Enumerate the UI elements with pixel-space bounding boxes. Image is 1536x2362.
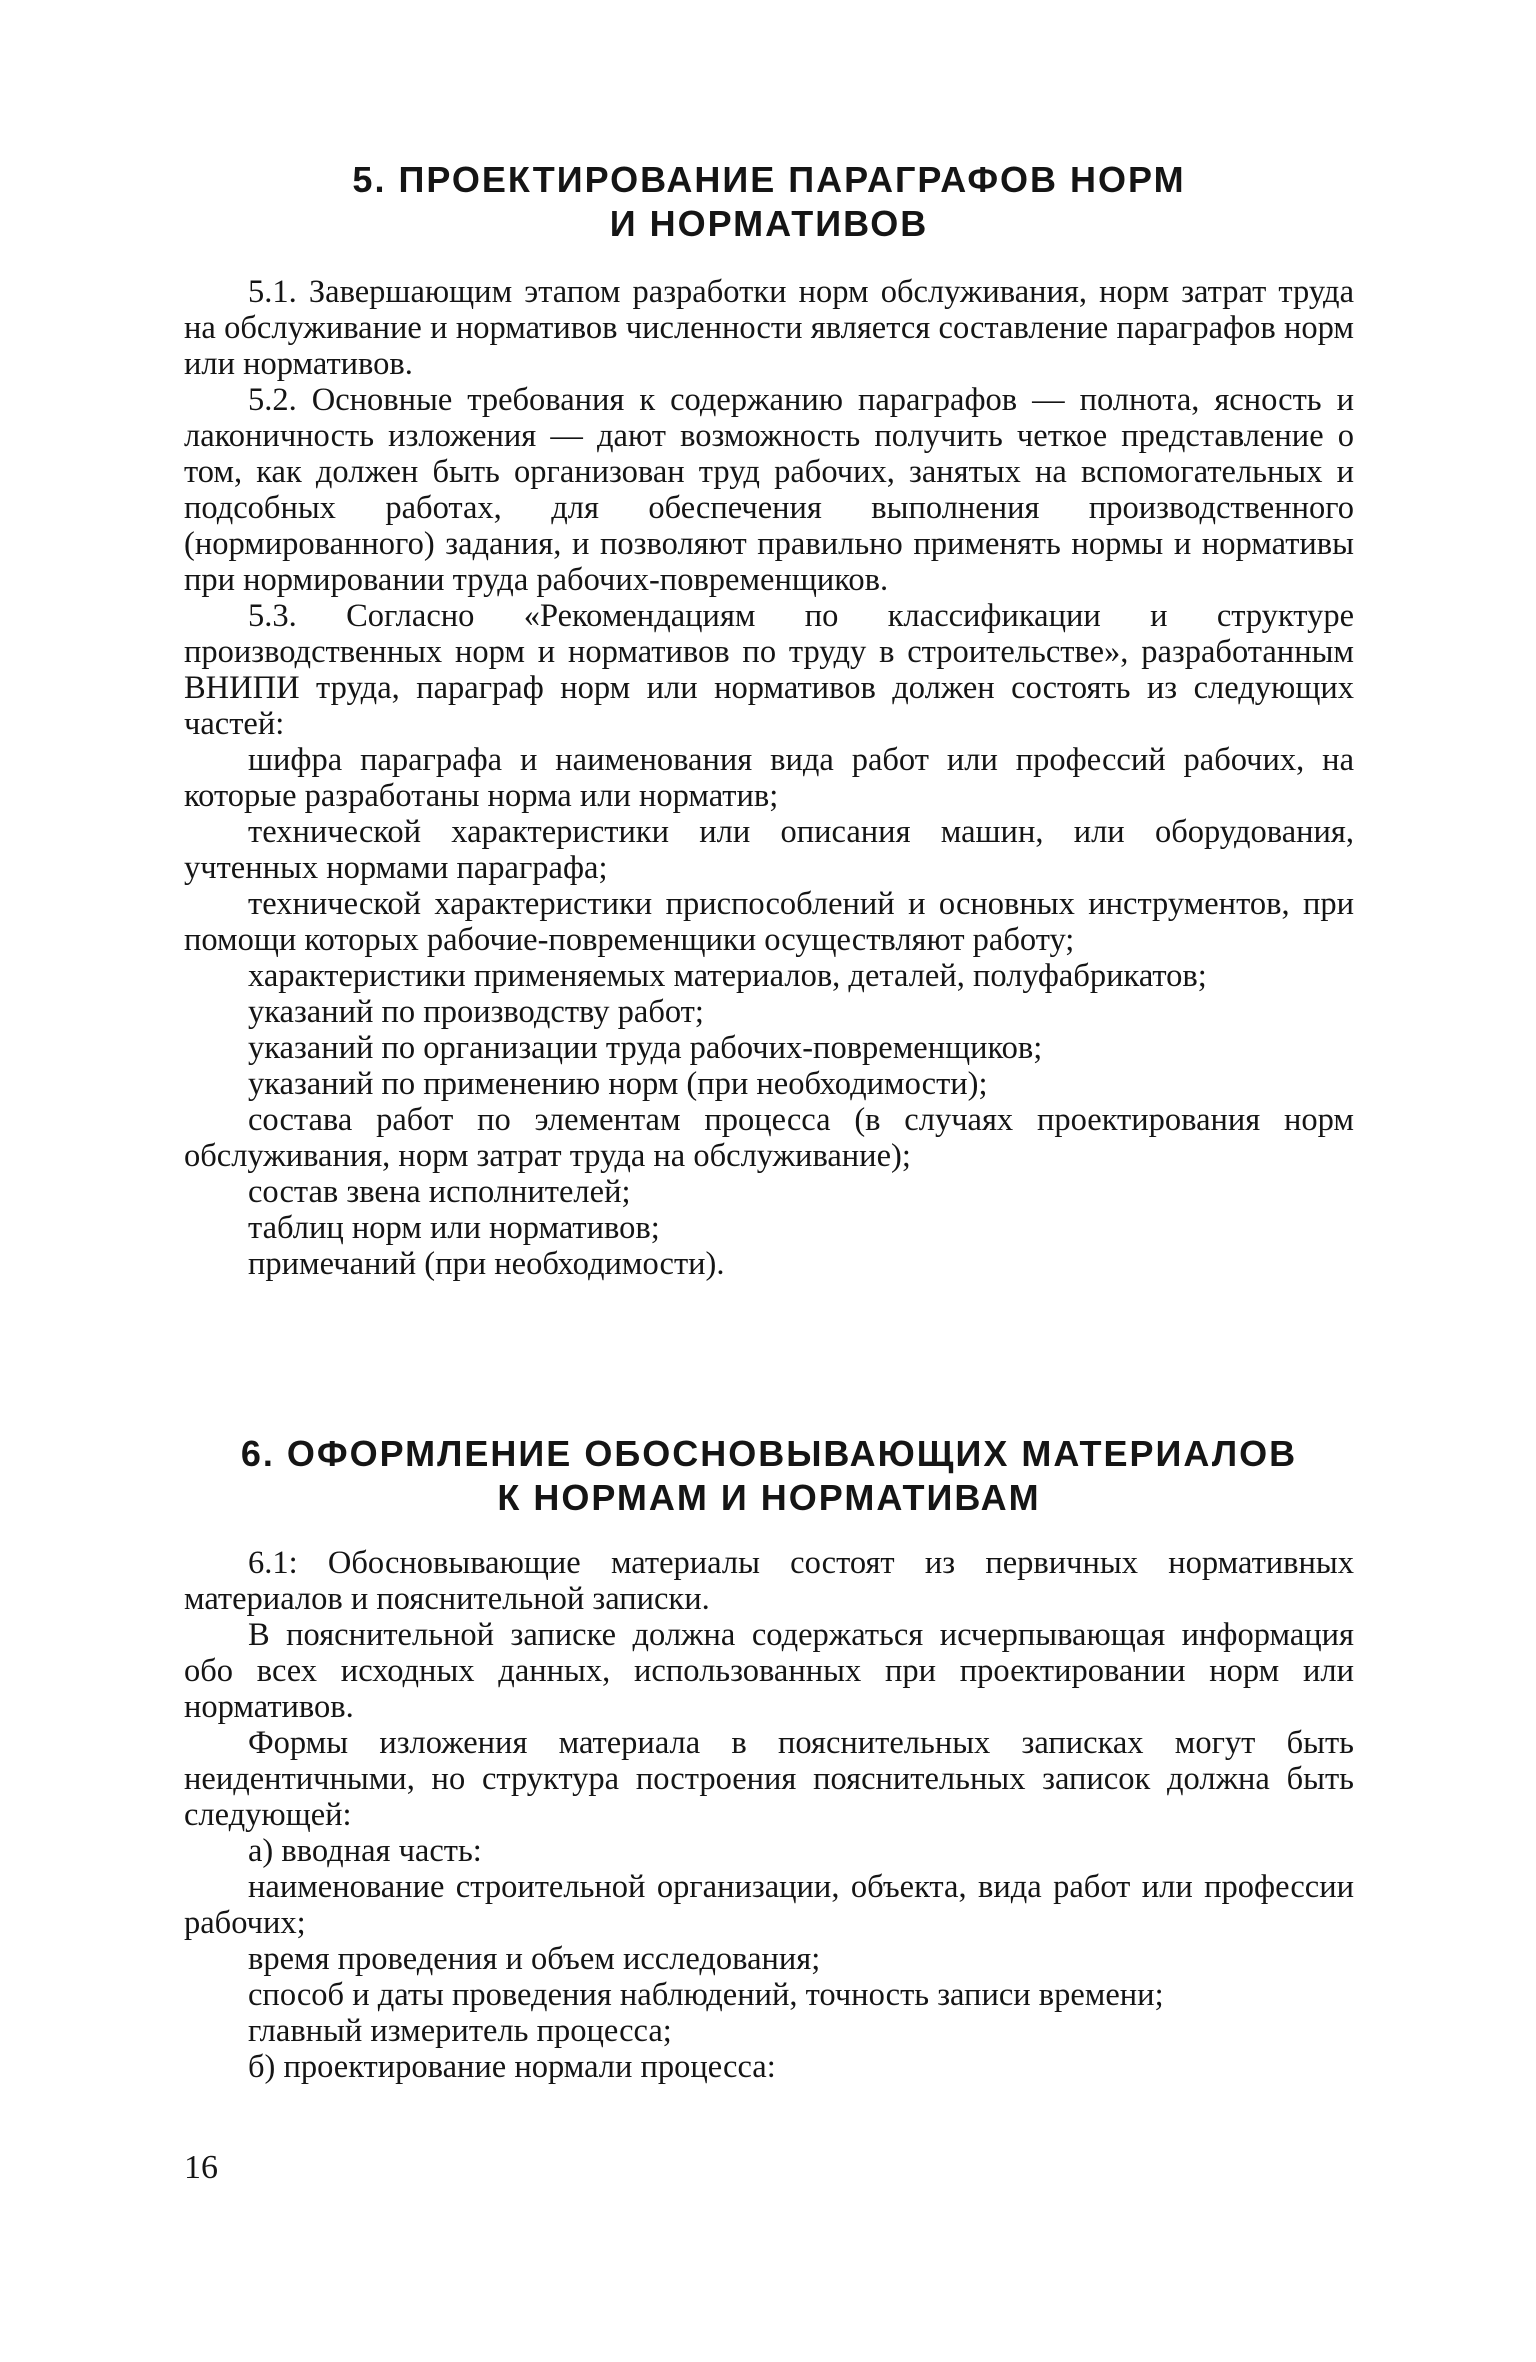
section-6-heading-line-2: К НОРМАМ И НОРМАТИВАМ (497, 1477, 1041, 1518)
paragraph-5-3: 5.3. Согласно «Рекомендациям по классификации и структуре производственных норм и нормативов по труду в строительстве», разработанным ВНИПИ труда, параграф норм или нормативов должен состоять из следующих частей: (184, 598, 1354, 742)
document-page (184, 0, 1354, 2362)
list-item: указаний по организации труда рабочих-повременщиков; (248, 1030, 1043, 1066)
paragraph-6-2: В пояснительной записке должна содержаться исчерпывающая информация обо всех исходных данных, использованных при проектировании норм или нормативов. (184, 1617, 1354, 1725)
section-5-heading-line-2: И НОРМАТИВОВ (609, 203, 929, 244)
list-item: а) вводная часть: (248, 1833, 482, 1869)
list-item: б) проектирование нормали процесса: (248, 2049, 776, 2085)
list-item: состава работ по элементам процесса (в случаях проектирования норм обслуживания, норм затрат труда на обслуживание); (184, 1102, 1354, 1174)
list-item: технической характеристики или описания машин, или оборудования, учтенных нормами параграфа; (184, 814, 1354, 886)
list-item: состав звена исполнителей; (248, 1174, 631, 1210)
list-item: технической характеристики приспособлений и основных инструментов, при помощи которых рабочие-повременщики осуществляют работу; (184, 886, 1354, 958)
section-6-heading (184, 1432, 1354, 1520)
paragraph-6-1: 6.1: Обосновывающие материалы состоят из первичных нормативных материалов и пояснительной записки. (184, 1545, 1354, 1617)
list-item: наименование строительной организации, объекта, вида работ или профессии рабочих; (184, 1869, 1354, 1941)
list-item: указаний по применению норм (при необходимости); (248, 1066, 988, 1102)
list-item: примечаний (при необходимости). (248, 1246, 725, 1282)
paragraph-6-3: Формы изложения материала в пояснительных записках могут быть неидентичными, но структура построения пояснительных записок должна быть следующей: (184, 1725, 1354, 1833)
list-item: характеристики применяемых материалов, деталей, полуфабрикатов; (248, 958, 1207, 994)
list-item: способ и даты проведения наблюдений, точность записи времени; (248, 1977, 1164, 2013)
page-number: 16 (184, 2149, 218, 2186)
section-5-heading (184, 158, 1354, 246)
list-item: главный измеритель процесса; (248, 2013, 672, 2049)
section-5-body (184, 274, 1354, 1282)
list-item: таблиц норм или нормативов; (248, 1210, 660, 1246)
section-5-heading-line-1: 5. ПРОЕКТИРОВАНИЕ ПАРАГРАФОВ НОРМ (352, 159, 1186, 200)
list-item: указаний по производству работ; (248, 994, 704, 1030)
list-item: шифра параграфа и наименования вида работ или профессий рабочих, на которые разработаны норма или норматив; (184, 742, 1354, 814)
paragraph-5-1: 5.1. Завершающим этапом разработки норм обслуживания, норм затрат труда на обслуживание и нормативов численности является составление параграфов норм или нормативов. (184, 274, 1354, 382)
section-6-body (184, 1545, 1354, 2085)
list-item: время проведения и объем исследования; (248, 1941, 821, 1977)
section-6-heading-line-1: 6. ОФОРМЛЕНИЕ ОБОСНОВЫВАЮЩИХ МАТЕРИАЛОВ (240, 1433, 1298, 1474)
paragraph-5-2: 5.2. Основные требования к содержанию параграфов — полнота, ясность и лаконичность изложения — дают возможность получить четкое представление о том, как должен быть организован труд рабочих, занятых на вспомогательных и подсобных работах, для обеспечения выполнения производственного (нормированного) задания, и позволяют правильно применять нормы и нормативы при нормировании труда рабочих-повременщиков. (184, 382, 1354, 598)
